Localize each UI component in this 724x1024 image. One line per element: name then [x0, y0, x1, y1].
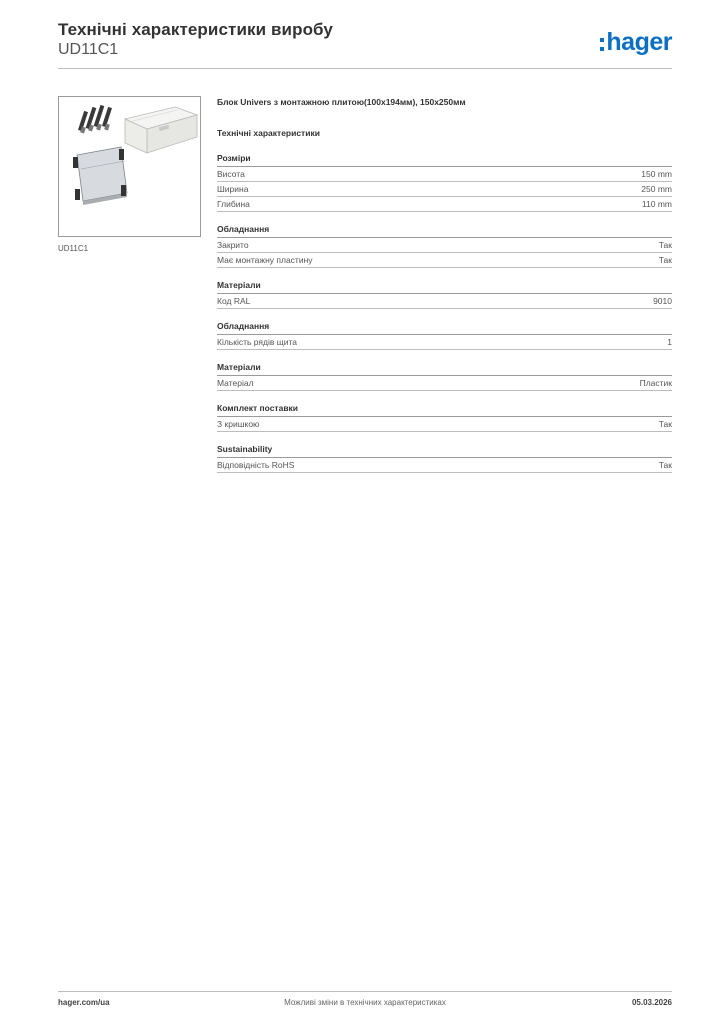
product-name: Блок Univers з монтажною плитою(100x194мм), 150x250мм	[217, 97, 466, 107]
spec-value: Так	[658, 255, 672, 265]
section-title: Комплект поставки	[217, 402, 672, 417]
spec-section-dimensions	[217, 152, 672, 212]
spec-section-materials	[217, 279, 672, 309]
enclosure-illustration-icon	[59, 97, 200, 236]
specs-heading: Технічні характеристики	[217, 128, 320, 138]
section-title: Розміри	[217, 152, 672, 167]
spec-label: Код RAL	[217, 296, 251, 306]
footer-date: 05.03.2026	[631, 998, 672, 1007]
spec-row	[217, 238, 672, 253]
spec-row	[217, 417, 672, 432]
spec-label: Відповідність RoHS	[217, 460, 295, 470]
spec-row	[217, 253, 672, 268]
spec-section-materials-2	[217, 361, 672, 391]
page-title: Технічні характеристики виробу	[58, 20, 333, 39]
spec-label: Глибина	[217, 199, 250, 209]
page-header	[58, 20, 672, 68]
spec-label: З кришкою	[217, 419, 260, 429]
spec-label: Матеріал	[217, 378, 254, 388]
header-divider	[58, 68, 672, 69]
footer-website-link[interactable]: hager.com/ua	[58, 998, 110, 1007]
product-code: UD11C1	[58, 41, 119, 58]
product-image	[58, 96, 201, 237]
spec-row	[217, 167, 672, 182]
spec-label: Має монтажну пластину	[217, 255, 313, 265]
spec-row	[217, 182, 672, 197]
spec-value: 250 mm	[641, 184, 672, 194]
footer-disclaimer: Можливі зміни в технічних характеристиках	[284, 998, 446, 1007]
spec-value: 9010	[653, 296, 672, 306]
spec-row	[217, 376, 672, 391]
hager-logo[interactable]	[600, 28, 672, 56]
spec-row	[217, 458, 672, 473]
spec-value: 1	[667, 337, 672, 347]
spec-section-delivery	[217, 402, 672, 432]
image-caption: UD11C1	[58, 244, 89, 253]
footer-divider	[58, 991, 672, 992]
spec-row	[217, 294, 672, 309]
spec-value: Так	[658, 240, 672, 250]
spec-value: Так	[658, 460, 672, 470]
spec-section-equipment-2	[217, 320, 672, 350]
section-title: Обладнання	[217, 320, 672, 335]
spec-row	[217, 197, 672, 212]
spec-value: 110 mm	[641, 199, 672, 209]
spec-value: Пластик	[639, 378, 672, 388]
logo-text: hager	[606, 28, 672, 56]
spec-section-sustainability	[217, 443, 672, 473]
spec-row	[217, 335, 672, 350]
spec-value: 150 mm	[641, 169, 672, 179]
spec-label: Висота	[217, 169, 245, 179]
spec-content	[217, 96, 672, 473]
spec-section-equipment	[217, 223, 672, 268]
section-title: Sustainability	[217, 443, 672, 458]
spec-label: Закрито	[217, 240, 249, 250]
section-title: Матеріали	[217, 279, 672, 294]
spec-label: Кількість рядів щита	[217, 337, 297, 347]
logo-dots-icon	[600, 38, 604, 51]
spec-value: Так	[658, 419, 672, 429]
section-title: Обладнання	[217, 223, 672, 238]
spec-label: Ширина	[217, 184, 249, 194]
section-title: Матеріали	[217, 361, 672, 376]
